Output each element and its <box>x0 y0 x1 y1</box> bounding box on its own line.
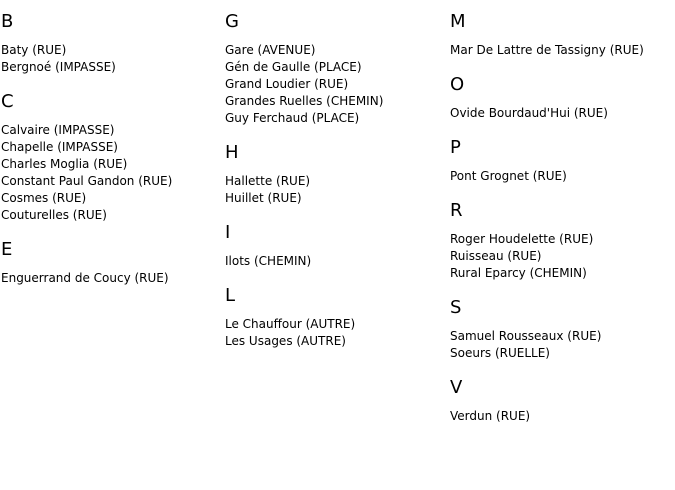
street-list <box>450 42 672 59</box>
index-column-1 <box>1 0 223 303</box>
section-letter-heading: O <box>450 74 465 95</box>
street-list <box>450 408 672 425</box>
section-letter-heading: H <box>225 142 239 163</box>
index-column-2 <box>225 0 447 366</box>
section-letter-heading: M <box>450 11 466 32</box>
letter-group-g <box>225 0 447 127</box>
street-item: Hallette (RUE) <box>225 174 311 188</box>
street-list <box>450 328 672 362</box>
street-item: Samuel Rousseaux (RUE) <box>450 329 602 343</box>
street-list <box>225 316 447 350</box>
street-item: Enguerrand de Coucy (RUE) <box>1 271 169 285</box>
letter-group-e <box>1 240 223 287</box>
street-item: Constant Paul Gandon (RUE) <box>1 174 173 188</box>
letter-group-v <box>450 378 672 425</box>
street-item: Grandes Ruelles (CHEMIN) <box>225 94 384 108</box>
letter-group-c <box>1 92 223 224</box>
section-letter-heading: R <box>450 200 463 221</box>
letter-group-i <box>225 223 447 270</box>
letter-group-r <box>450 201 672 282</box>
section-letter-heading: C <box>1 91 14 112</box>
section-letter-heading: E <box>1 239 13 260</box>
street-item: Baty (RUE) <box>1 43 67 57</box>
street-item: Calvaire (IMPASSE) <box>1 123 115 137</box>
street-item: Bergnoé (IMPASSE) <box>1 60 116 74</box>
street-item: Rural Eparcy (CHEMIN) <box>450 266 587 280</box>
section-letter-heading: B <box>1 11 14 32</box>
section-letter-heading: V <box>450 377 463 398</box>
street-item: Couturelles (RUE) <box>1 208 107 222</box>
street-item: Cosmes (RUE) <box>1 191 87 205</box>
street-item: Mar De Lattre de Tassigny (RUE) <box>450 43 644 57</box>
street-item: Ilots (CHEMIN) <box>225 254 312 268</box>
section-letter-heading: L <box>225 285 236 306</box>
street-item: Ovide Bourdaud'Hui (RUE) <box>450 106 608 120</box>
index-column-3 <box>450 0 672 441</box>
letter-group-p <box>450 138 672 185</box>
street-item: Charles Moglia (RUE) <box>1 157 128 171</box>
section-letter-heading: S <box>450 297 462 318</box>
section-letter-heading: I <box>225 222 231 243</box>
street-list <box>225 42 447 127</box>
street-item: Pont Grognet (RUE) <box>450 169 567 183</box>
letter-group-o <box>450 75 672 122</box>
letter-group-m <box>450 0 672 59</box>
street-list <box>1 122 223 224</box>
street-list <box>1 270 223 287</box>
letter-group-b <box>1 0 223 76</box>
street-item: Gén de Gaulle (PLACE) <box>225 60 362 74</box>
street-item: Ruisseau (RUE) <box>450 249 542 263</box>
section-letter-heading: G <box>225 11 239 32</box>
street-item: Grand Loudier (RUE) <box>225 77 349 91</box>
street-item: Guy Ferchaud (PLACE) <box>225 111 360 125</box>
street-item: Soeurs (RUELLE) <box>450 346 550 360</box>
street-list <box>450 231 672 282</box>
street-list <box>1 42 223 76</box>
street-list <box>225 253 447 270</box>
street-item: Huillet (RUE) <box>225 191 302 205</box>
letter-group-h <box>225 143 447 207</box>
street-item: Gare (AVENUE) <box>225 43 316 57</box>
street-item: Le Chauffour (AUTRE) <box>225 317 356 331</box>
letter-group-s <box>450 298 672 362</box>
letter-group-l <box>225 286 447 350</box>
section-letter-heading: P <box>450 137 461 158</box>
street-list <box>450 105 672 122</box>
street-item: Les Usages (AUTRE) <box>225 334 346 348</box>
street-item: Chapelle (IMPASSE) <box>1 140 118 154</box>
street-item: Roger Houdelette (RUE) <box>450 232 594 246</box>
street-item: Verdun (RUE) <box>450 409 531 423</box>
street-list <box>450 168 672 185</box>
street-list <box>225 173 447 207</box>
